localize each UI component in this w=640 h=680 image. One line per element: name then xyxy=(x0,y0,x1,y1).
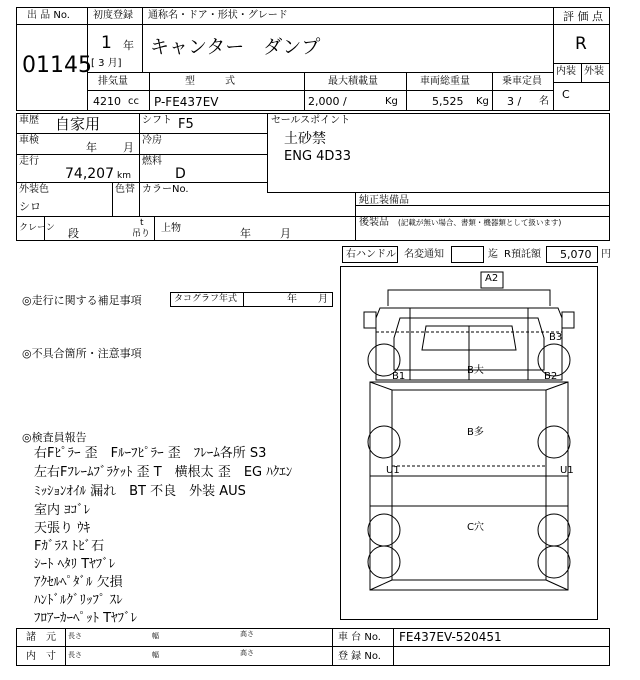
report-line-5: 天張り ｳｷ xyxy=(34,521,91,536)
displacement: 4210 xyxy=(93,95,121,108)
right-hand-tag: 右ハンドル xyxy=(346,249,396,260)
capacity-unit: 名 xyxy=(539,96,549,107)
mileage-unit: km xyxy=(117,171,131,181)
inspection-month: 月 xyxy=(123,141,134,154)
report-line-2: 左右Fﾌﾚｰﾑﾌﾞﾗｹｯﾄ 歪 T 横根太 歪 EG ﾊｸｴﾝ xyxy=(34,465,293,480)
report-line-10: ﾌﾛｱｰｶｰﾍﾟｯﾄ Tﾔﾌﾞﾚ xyxy=(34,611,138,626)
driving-notes-label: ◎走行に関する補足事項 xyxy=(22,294,142,307)
damage-b1: B1 xyxy=(392,371,406,382)
chassis-number: FE437EV-520451 xyxy=(399,630,502,644)
genuine-equipment-label: 純正装備品 xyxy=(359,195,409,206)
deposit-label: R預託額 xyxy=(504,249,541,260)
inspector-label: ◎検査員報告 xyxy=(22,431,87,444)
deposit-unit: 円 xyxy=(601,249,611,260)
first-reg-year-unit: 年 xyxy=(123,39,134,52)
exterior-label: 外装 xyxy=(584,66,604,77)
color-change-label: 色替 xyxy=(115,184,135,195)
crane-tonnage: t xyxy=(140,218,144,228)
tacho-label: タコグラフ年式 xyxy=(174,294,238,304)
interior-label: 内装 xyxy=(556,66,576,77)
tacho-month: 月 xyxy=(318,294,328,305)
damage-b3: B3 xyxy=(549,332,563,343)
sales-point-line2: ENG 4D33 xyxy=(284,149,351,164)
score: R xyxy=(575,34,587,54)
damage-u1-right: U1 xyxy=(560,465,574,476)
exterior-color: シロ xyxy=(19,200,41,213)
interior-width-label: 幅 xyxy=(152,651,159,659)
report-line-1: 右Fﾋﾟﾗｰ 歪 Fﾙｰﾌﾋﾟﾗｰ 歪 ﾌﾚｰﾑ各所 S3 xyxy=(34,446,267,461)
report-line-6: Fｶﾞﾗｽ ﾄﾋﾞ石 xyxy=(34,539,105,554)
model-name: キャンター ダンプ xyxy=(150,36,321,58)
shift-label: シフト xyxy=(142,115,172,126)
exterior-color-label: 外装色 xyxy=(19,184,49,195)
lift-year: 年 xyxy=(240,227,251,240)
max-load: 2,000 / xyxy=(308,95,347,108)
damage-u1-left: U1 xyxy=(386,465,400,476)
history-label: 車歴 xyxy=(19,115,39,126)
first-reg-month: [ 3 月] xyxy=(91,58,122,69)
crane-stage: 段 xyxy=(68,227,79,240)
score-label: 評 価 点 xyxy=(563,10,603,23)
displacement-label: 排気量 xyxy=(98,76,128,87)
gross-weight-unit: Kg xyxy=(476,96,489,107)
crane-hoist: 吊り xyxy=(132,229,151,239)
truck-outline-svg xyxy=(340,266,598,620)
interior-height-label: 高さ xyxy=(240,649,254,657)
dims-height-label: 高さ xyxy=(240,630,254,638)
first-reg-year: 1 xyxy=(101,33,112,53)
interior-score: C xyxy=(562,88,570,101)
max-load-label: 最大積載量 xyxy=(328,76,378,87)
lift-label: 上物 xyxy=(161,223,181,234)
dims-width-label: 幅 xyxy=(152,632,159,640)
mileage: 74,207 xyxy=(65,166,114,182)
receipt-label: 迄 xyxy=(488,249,498,260)
model-code: P-FE437EV xyxy=(154,95,219,109)
shift: F5 xyxy=(178,117,194,132)
color-no-label: カラーNo. xyxy=(142,184,189,195)
mileage-label: 走行 xyxy=(19,156,39,167)
damage-b-large: B大 xyxy=(467,365,484,376)
deposit-amount: 5,070 xyxy=(560,248,592,261)
report-line-4: 室内 ﾖｺﾞﾚ xyxy=(34,503,91,518)
max-load-unit: Kg xyxy=(385,96,398,107)
aircon-label: 冷房 xyxy=(142,135,162,146)
first-reg-label: 初度登録 xyxy=(93,10,133,21)
model-name-label: 通称名・ドア・形状・グレード xyxy=(148,10,288,21)
report-line-3: ﾐｯｼｮﾝｵｲﾙ 漏れ BT 不良 外装 AUS xyxy=(34,484,246,499)
damage-b2: B2 xyxy=(544,371,558,382)
dims-length-label: 長さ xyxy=(68,632,82,640)
fuel: D xyxy=(175,166,186,182)
crane-label: クレーン xyxy=(19,223,55,233)
sales-point-label: セールスポイント xyxy=(271,115,351,126)
lot-no-label: 出 品 No. xyxy=(27,10,70,21)
interior-length-label: 長さ xyxy=(68,651,82,659)
report-line-9: ﾊﾝﾄﾞﾙｸﾞﾘｯﾌﾟ ｽﾚ xyxy=(34,593,123,608)
aftermarket-label: 後装品 xyxy=(359,217,389,228)
registration-label: 登 録 No. xyxy=(338,651,381,662)
lift-month: 月 xyxy=(280,227,291,240)
damage-c-hole: C穴 xyxy=(467,522,484,533)
defects-label: ◎不具合箇所・注意事項 xyxy=(22,347,142,360)
history: 自家用 xyxy=(55,115,101,133)
lot-no: 01145 xyxy=(22,53,92,78)
report-line-7: ｼｰﾄ ﾍﾀﾘ Tﾔﾌﾞﾚ xyxy=(34,557,116,572)
model-code-label: 型 式 xyxy=(185,76,235,87)
capacity-label: 乗車定員 xyxy=(502,76,542,87)
damage-b-many: B多 xyxy=(467,427,484,438)
inspection-year: 年 xyxy=(86,141,97,154)
gross-weight-label: 車両総重量 xyxy=(420,76,470,87)
gross-weight: 5,525 xyxy=(432,95,464,108)
inspection-label: 車検 xyxy=(19,135,39,146)
dimensions-label: 諸 元 xyxy=(26,632,56,643)
capacity: 3 / xyxy=(507,95,522,108)
chassis-label: 車 台 No. xyxy=(338,632,381,643)
interior-dims-label: 内 寸 xyxy=(26,651,56,662)
displacement-unit: cc xyxy=(128,96,139,107)
tacho-year: 年 xyxy=(287,294,297,305)
fuel-label: 燃料 xyxy=(142,156,162,167)
report-line-8: ｱｸｾﾙﾍﾟﾀﾞﾙ 欠損 xyxy=(34,575,123,590)
name-change-label: 名変通知 xyxy=(404,249,444,260)
sales-point-line1: 土砂禁 xyxy=(284,131,326,147)
damage-a2: A2 xyxy=(485,273,499,284)
aftermarket-note: (記載が無い場合、書類・機器類として扱います) xyxy=(398,218,562,227)
